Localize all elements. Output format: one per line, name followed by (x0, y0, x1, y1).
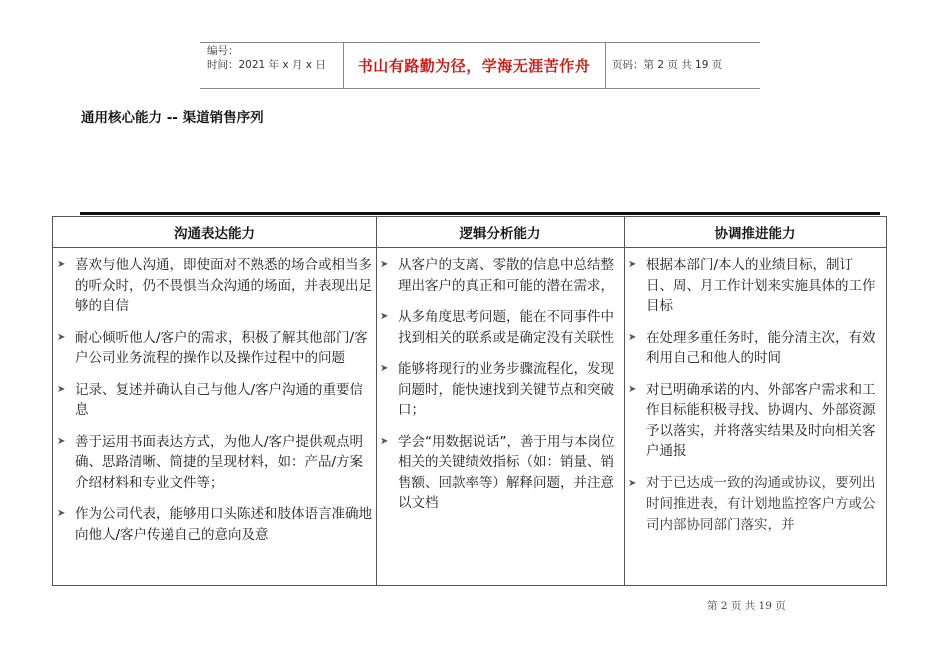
header-number-label: 编号： (207, 45, 239, 57)
column-header-analysis: 逻辑分析能力 (459, 226, 541, 242)
list-item (624, 328, 880, 369)
arrow-bullet-icon: ➤ (380, 363, 389, 374)
header-meta (207, 44, 326, 72)
column-communication (53, 255, 373, 545)
list-item (376, 432, 616, 514)
competency-table (52, 216, 887, 586)
arrow-bullet-icon: ➤ (628, 383, 637, 395)
column-analysis (376, 255, 616, 514)
list-item (53, 432, 373, 494)
list-item-text: 根据本部门/本人的业绩目标，制订日、周、月工作计划来实施具体的工作目标 (646, 257, 876, 314)
column-header-communication: 沟通表达能力 (174, 226, 255, 242)
list-item-text: 作为公司代表，能够用口头陈述和肢体语言准确地向他人/客户传递自己的意向及意 (75, 506, 372, 543)
column-coordination (624, 255, 880, 536)
arrow-bullet-icon: ➤ (380, 435, 389, 447)
list-item (53, 380, 373, 421)
list-item-text: 从多角度思考问题，能在不同事件中找到相关的联系或是确定没有关联性 (398, 309, 614, 346)
list-item (376, 359, 616, 421)
header-divider-right (605, 42, 606, 88)
arrow-bullet-icon: ➤ (57, 331, 66, 343)
list-item (376, 255, 616, 296)
list-item-text: 在处理多重任务时，能分清主次，有效利用自己和他人的时间 (646, 329, 876, 366)
list-item-text: 耐心倾听他人/客户的需求，积极了解其他部门/客户公司业务流程的操作以及操作过程中的问题 (75, 329, 368, 366)
arrow-bullet-icon: ➤ (628, 331, 637, 343)
list-item (376, 307, 616, 348)
header-page-label: 页码：第 2 页 共 19 页 (612, 59, 723, 71)
list-item-text: 善于运用书面表达方式，为他人/客户提供观点明确、思路清晰、简捷的呈现材料，如：产品/方案介绍材料和专业文件等； (75, 433, 364, 491)
arrow-bullet-icon: ➤ (57, 259, 66, 270)
arrow-bullet-icon: ➤ (57, 383, 66, 395)
list-item-text: 学会“用数据说话”，善于用与本岗位相关的关键绩效指标（如：销量、销售额、回款率等）解释问题，并注意以文档 (398, 433, 615, 511)
arrow-bullet-icon: ➤ (57, 435, 66, 447)
list-item (624, 255, 880, 317)
list-item (53, 504, 373, 545)
arrow-bullet-icon: ➤ (380, 311, 389, 322)
arrow-bullet-icon: ➤ (380, 259, 389, 270)
column-header-coordination: 协调推进能力 (714, 226, 796, 242)
document-title: 通用核心能力 -- 渠道销售序列 (81, 110, 264, 126)
page-footer: 第 2 页 共 19 页 (707, 600, 786, 612)
header-time-label: 时间：2021 年 x 月 x 日 (207, 59, 326, 71)
title-rule (80, 212, 880, 215)
list-item-text: 对已明确承诺的内、外部客户需求和工作目标能积极寻找、协调内、外部资源予以落实，并将落实结果及时向相关客户通报 (646, 381, 876, 459)
list-item-text: 喜欢与他人沟通，即使面对不熟悉的场合或相当多的听众时，仍不畏惧当众沟通的场面，并表现出足够的自信 (75, 257, 372, 314)
list-item (624, 473, 880, 536)
list-item-text: 对于已达成一致的沟通或协议，要列出时间推进表，有计划地监控客户方或公司内部协同部门落实，并 (646, 474, 876, 533)
list-item-text: 能够将现行的业务步骤流程化，发现问题时，能快速找到关键节点和突破口； (398, 361, 614, 418)
list-item (624, 380, 880, 462)
list-item-text: 从客户的支离、零散的信息中总结整理出客户的真正和可能的潜在需求， (398, 257, 614, 294)
arrow-bullet-icon: ➤ (57, 508, 66, 519)
list-item (53, 255, 373, 317)
list-item (53, 328, 373, 369)
header-bottom-rule (200, 88, 760, 89)
header-motto: 书山有路勤为径，学海无涯苦作舟 (357, 56, 591, 75)
arrow-bullet-icon: ➤ (628, 477, 637, 489)
arrow-bullet-icon: ➤ (628, 259, 637, 270)
list-item-text: 记录、复述并确认自己与他人/客户沟通的重要信息 (75, 381, 364, 418)
